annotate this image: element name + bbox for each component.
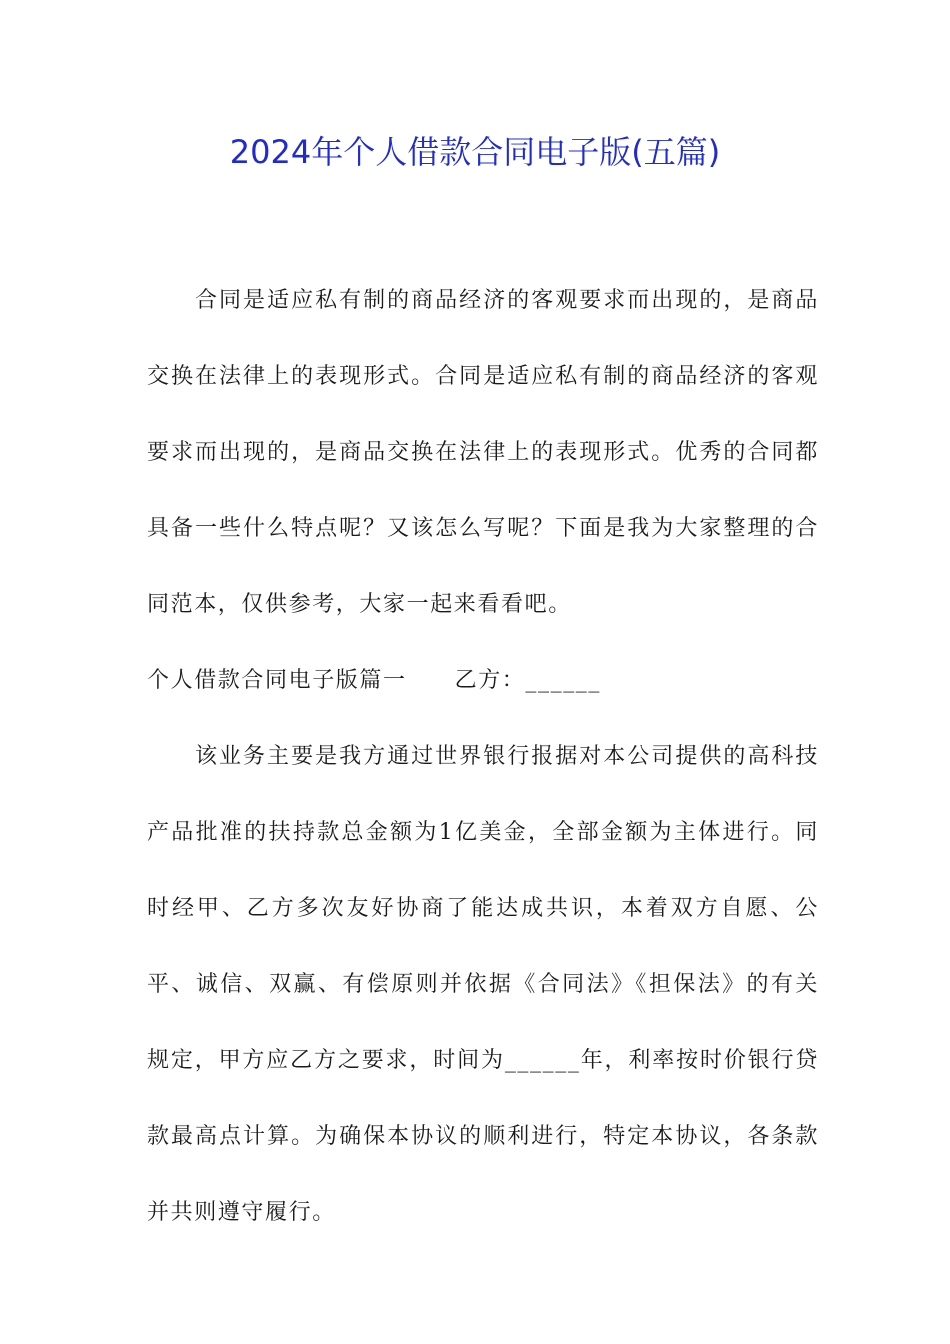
party-b-label: 乙方：______ [454,668,602,693]
intro-paragraph: 合同是适应私有制的商品经济的客观要求而出现的，是商品交换在法律上的表现形式。合同是适应私有制的商品经济的客观要求而出现的，是商品交换在法律上的表现形式。优秀的合同都具备一些什么特点呢？又该怎么写呢？下面是我为大家整理的合同范本，仅供参考，大家一起来看看吧。 [147,288,819,617]
section-heading-line [147,643,819,719]
body-paragraph: 该业务主要是我方通过世界银行报据对本公司提供的高科技产品批准的扶持款总金额为1亿美金，全部金额为主体进行。同时经甲、乙方多次友好协商了能达成共识，本着双方自愿、公平、诚信、双赢、有偿原则并依据《合同法》《担保法》的有关规定，甲方应乙方之要求，时间为______年，利率按时价银行贷款最高点计算。为确保本协议的顺利进行，特定本协议，各条款并共则遵守履行。 [147,744,819,1225]
document-body [147,263,819,1251]
document-title: 2024年个人借款合同电子版(五篇) [229,133,721,171]
section-heading: 个人借款合同电子版篇一 [147,668,407,693]
